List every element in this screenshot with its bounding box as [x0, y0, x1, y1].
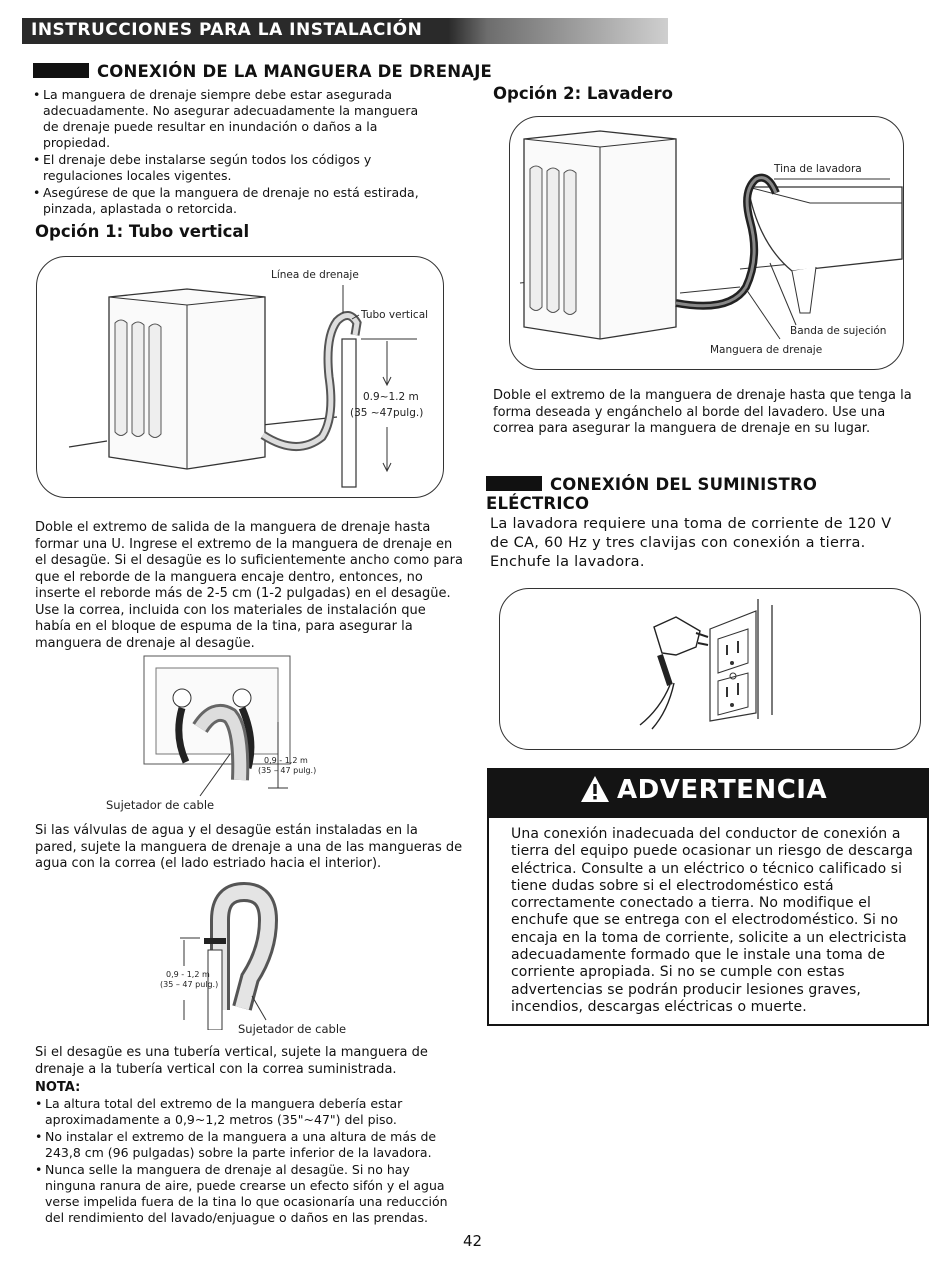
list-item: • Asegúrese de que la manguera de drenaje no está estirada, pinzada, aplastada o retorcida. [33, 185, 428, 217]
pipe-caption: Sujetador de cable [238, 1022, 347, 1036]
pipe-height-m: 0,9 - 1,2 m [166, 970, 210, 979]
drain-bullets [33, 87, 428, 218]
page-number: 42 [463, 1232, 483, 1250]
option2-text: Doble el extremo de la manguera de drenaje hasta que tenga la forma deseada y engánchelo al borde del lavadero. Use una correa para asegurar la manguera de drenaje en su lugar. [493, 388, 912, 436]
wall-height-m: 0,9 - 1,2 m [264, 756, 308, 765]
warning-text: Una conexión inadecuada del conductor de conexión a tierra del equipo puede ocasionar un riesgo de descarga eléctrica. Consulte a un eléctrico o técnico calificado si tiene dudas sobre si el electrodoméstico está correctamente conectado a tierra. No modifique el enchufe que se entrega con el electrodoméstico. Si no encaja en la toma de corriente, solicite a un electricista adecuadamente formado que le instale una toma de corriente apropiada. Si no se cumple con estas advertencias se podrán producir lesiones graves, incendios, descargas eléctricas o muerte. [511, 826, 914, 1015]
tub-label: Tina de lavadora [774, 163, 862, 175]
height-in-label: (35 ~47pulg.) [350, 407, 424, 419]
pipe-text: Si el desagüe es una tubería vertical, sujete la manguera de drenaje a la tubería vertical con la correa suministrada. [35, 1045, 428, 1077]
pipe-height-in: (35 – 47 pulg.) [160, 980, 219, 989]
list-item: • El drenaje debe instalarse según todos los códigos y regulaciones locales vigentes. [33, 152, 428, 184]
height-m-label: 0.9~1.2 m [363, 391, 419, 403]
hose-label: Manguera de drenaje [710, 344, 823, 356]
note-title: NOTA: [35, 1080, 81, 1095]
option1-heading: Opción 1: Tubo vertical [35, 222, 250, 241]
page-banner [22, 18, 668, 44]
option1-text: Doble el extremo de salida de la manguera de drenaje hasta formar una U. Ingrese el extremo de la manguera de drenaje en el desagüe. Si el desagüe es lo suficientemente ancho como para que el reborde de la manguera encaje dentro, entonces, no inserte el reborde más de 2-5 cm (1-2 pulgadas) en el desagüe. Use la correa, incluida con los materiales de instalación que había en el bloque de espuma de la tina, para asegurar la manguera de drenaje al desagüe. [35, 520, 463, 651]
wall-text: Si las válvulas de agua y el desagüe están instaladas en la pared, sujete la manguera de drenaje a una de las mangueras de agua con la correa (el lado estriado hacia el interior). [35, 823, 463, 871]
list-item: • La manguera de drenaje siempre debe estar asegurada adecuadamente. No asegurar adecuadamente la manguera de drenaje puede resultar en inundación o daños a la propiedad. [33, 87, 428, 151]
electric-heading: CONEXIÓN DEL SUMINISTRO ELÉCTRICO [486, 475, 818, 513]
warning-body [487, 818, 929, 1026]
wall-caption: Sujetador de cable [106, 798, 215, 812]
drain-line-label: Línea de drenaje [271, 269, 359, 281]
laundry-tub-figure [509, 116, 904, 370]
pipe-clamp-figure [160, 880, 290, 1030]
standpipe-label: Tubo vertical [361, 309, 429, 321]
outlet-figure [499, 588, 921, 750]
warning-title: ADVERTENCIA [617, 775, 828, 805]
list-item: • La altura total del extremo de la manguera debería estar aproximadamente a 0,9~1,2 metros (35"~47") del piso. [35, 1096, 463, 1128]
banner-title: INSTRUCCIONES PARA LA INSTALACIÓN [31, 20, 423, 40]
electric-text: La lavadora requiere una toma de corriente de 120 V de CA, 60 Hz y tres clavijas con conexión a tierra. Enchufe la lavadora. [490, 516, 892, 570]
standpipe-figure [36, 256, 444, 498]
list-item: • Nunca selle la manguera de drenaje al desagüe. Si no hay ninguna ranura de aire, puede crearse un efecto sifón y el agua verse impelida fuera de la tina lo que ocasionaría una reducción del rendimiento del lavado/enjuague o daños en las prendas. [35, 1162, 463, 1226]
wall-drain-illustration [130, 650, 340, 800]
outlet-illustration [500, 589, 920, 749]
warning-header [487, 768, 929, 818]
note-list [35, 1096, 463, 1227]
pipe-clamp-illustration [170, 880, 290, 1030]
option2-heading: Opción 2: Lavadero [493, 84, 673, 103]
strap-label: Banda de sujeción [790, 325, 887, 337]
warning-icon [580, 775, 610, 803]
list-item: • No instalar el extremo de la manguera a una altura de más de 243,8 cm (96 pulgadas) sobre la parte inferior de la lavadora. [35, 1129, 463, 1161]
drain-heading: CONEXIÓN DE LA MANGUERA DE DRENAJE [33, 62, 593, 81]
wall-height-in: (35 – 47 pulg.) [258, 766, 317, 775]
standpipe-illustration [37, 257, 443, 497]
wall-drain-figure [130, 650, 340, 800]
